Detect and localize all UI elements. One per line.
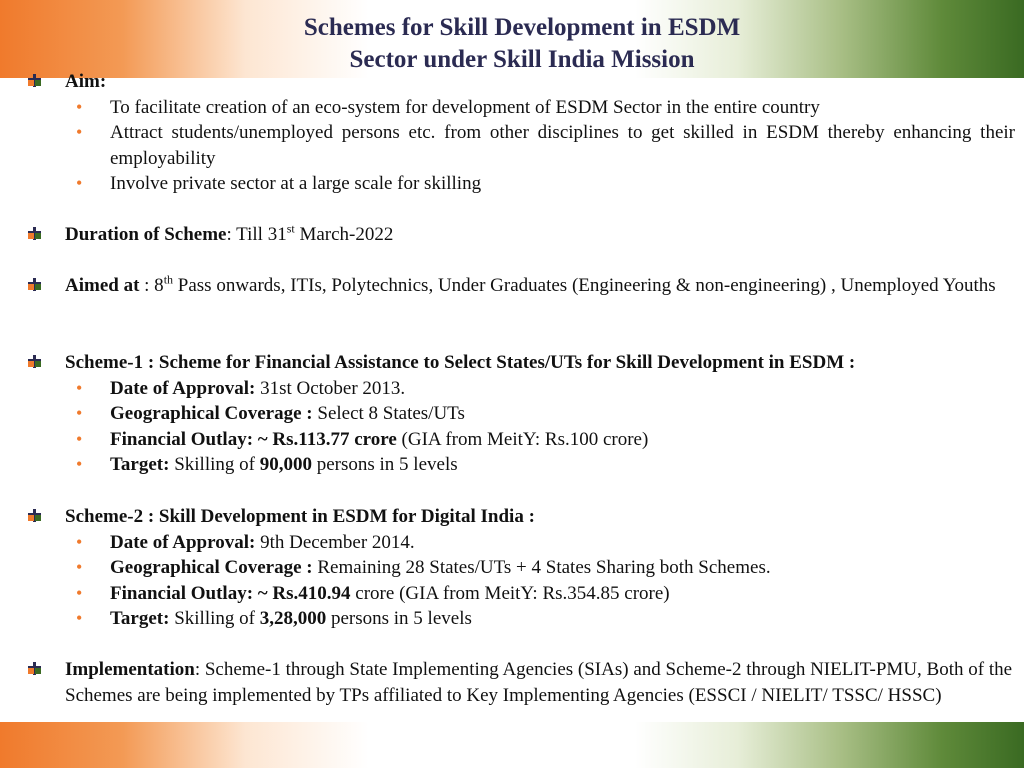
- bullet-dot-icon: •: [76, 96, 83, 117]
- bullet-marker-icon: [28, 227, 41, 240]
- scheme-2-heading: Scheme-2 : Skill Development in ESDM for Digital India :: [65, 506, 535, 527]
- list-item: • Attract students/unemployed persons etc. from other disciplines to get skilled in ESDM thereby enhancing their employability: [76, 122, 1015, 169]
- list-item: • Target: Skilling of 3,28,000 persons in 5 levels: [65, 606, 1015, 632]
- slide-title: [200, 12, 844, 76]
- list-item: • Financial Outlay: ~ Rs.410.94 crore (GIA from MeitY: Rs.354.85 crore): [65, 581, 1015, 607]
- list-item: • To facilitate creation of an eco-system for development of ESDM Sector in the entire country: [65, 95, 1015, 121]
- list-item: • Date of Approval: 31st October 2013.: [65, 376, 1015, 402]
- title-line-2: Sector under Skill India Mission: [349, 46, 695, 73]
- list-item: • Date of Approval: 9th December 2014.: [65, 530, 1015, 556]
- footer-gradient-band: [0, 722, 1024, 768]
- duration-label: Duration of Scheme: [65, 224, 227, 245]
- bullet-marker-icon: [28, 355, 41, 368]
- bullet-marker-icon: [28, 278, 41, 291]
- list-item: • Financial Outlay: ~ Rs.113.77 crore (GIA from MeitY: Rs.100 crore): [65, 427, 1015, 453]
- scheme-1-section: [65, 350, 1015, 478]
- bullet-dot-icon: •: [76, 608, 83, 629]
- bullet-marker-icon: [28, 662, 41, 675]
- title-line-1: Schemes for Skill Development in ESDM: [303, 14, 741, 41]
- scheme-1-heading: Scheme-1 : Scheme for Financial Assistance to Select States/UTs for Skill Development in ESDM :: [65, 352, 856, 373]
- bullet-dot-icon: •: [76, 122, 83, 143]
- bullet-dot-icon: •: [76, 377, 83, 398]
- scheme-2-section: [65, 504, 1015, 632]
- list-item: • Geographical Coverage : Select 8 States/UTs: [65, 401, 1015, 427]
- duration-section: Duration of Scheme: Till 31st March-2022: [65, 222, 1015, 248]
- bullet-marker-icon: [28, 74, 41, 87]
- bullet-dot-icon: •: [76, 531, 83, 552]
- aimed-at-label: Aimed at: [65, 275, 140, 296]
- implementation-section: Implementation: Scheme-1 through State Implementing Agencies (SIAs) and Scheme-2 through NIELIT-PMU, Both of the Schemes are being implemented by TPs affiliated to Key Implementing Agencies (ESSCI / NIELIT/ TSSC/ HSSC): [65, 657, 1015, 708]
- list-item: • Geographical Coverage : Remaining 28 States/UTs + 4 States Sharing both Schemes.: [65, 555, 1015, 581]
- bullet-dot-icon: •: [76, 582, 83, 603]
- aim-label: Aim:: [65, 71, 107, 92]
- bullet-dot-icon: •: [76, 173, 83, 194]
- aimed-at-section: Aimed at : 8th Pass onwards, ITIs, Polytechnics, Under Graduates (Engineering & non-engineering) , Unemployed Youths: [65, 273, 1015, 299]
- aim-section: [65, 69, 1015, 197]
- bullet-marker-icon: [28, 509, 41, 522]
- implementation-label: Implementation: [65, 659, 195, 680]
- bullet-dot-icon: •: [76, 428, 83, 449]
- list-item: • Target: Skilling of 90,000 persons in 5 levels: [65, 452, 1015, 478]
- list-item: • Involve private sector at a large scale for skilling: [65, 171, 1015, 197]
- bullet-dot-icon: •: [76, 557, 83, 578]
- bullet-dot-icon: •: [76, 454, 83, 475]
- bullet-dot-icon: •: [76, 403, 83, 424]
